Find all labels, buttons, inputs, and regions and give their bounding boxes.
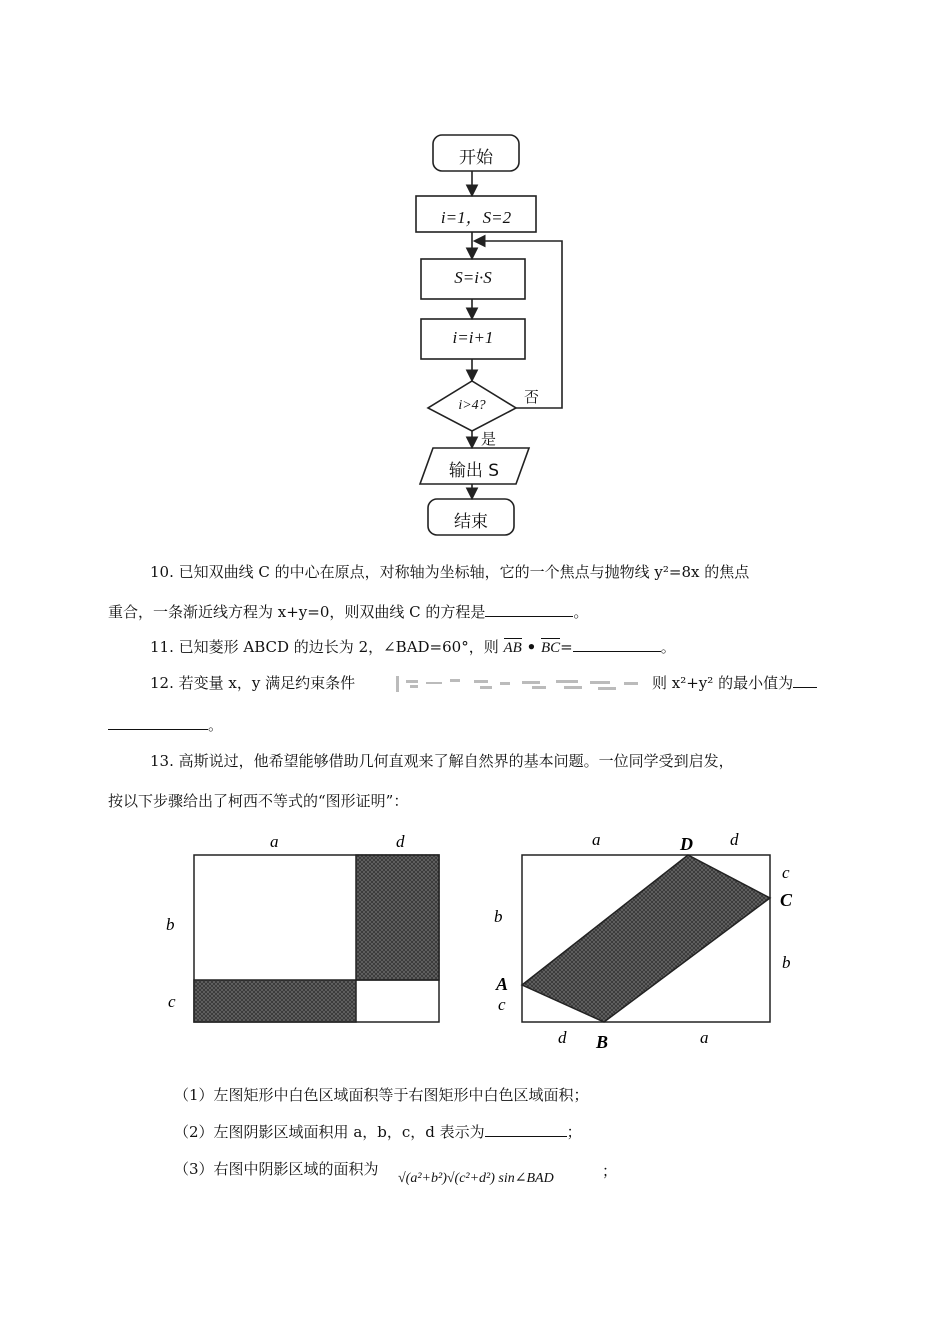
loop-back-line xyxy=(476,241,562,408)
right-label-c-right: c xyxy=(782,863,790,882)
flow-condition-label: i>4? xyxy=(458,398,486,413)
q12-line2 xyxy=(108,714,223,736)
right-point-a: A xyxy=(496,974,509,994)
q11-vector-bc: BC xyxy=(540,640,561,656)
q11-line xyxy=(150,636,676,659)
q13-item-3-formula: √(a²+b²)√(c²+d²) sin∠BAD xyxy=(398,1171,554,1186)
flow-increment-label: i=i+1 xyxy=(452,328,494,347)
q12-answer-blank-part1[interactable] xyxy=(793,673,817,688)
flow-no-label: 否 xyxy=(524,388,540,406)
q13-line1: 13. 高斯说过，他希望能够借助几何直观来了解自然界的基本问题。一位同学受到启发， xyxy=(150,752,734,770)
left-label-a: a xyxy=(270,832,279,851)
left-label-b: b xyxy=(166,915,175,934)
q13-item-2-text: （2）左图阴影区域面积用 a，b，c，d 表示为 xyxy=(174,1123,485,1141)
right-point-c: C xyxy=(780,890,793,910)
q12-text: 12. 若变量 x，y 满足约束条件 xyxy=(150,674,356,692)
q11-end: 。 xyxy=(660,638,676,656)
q11-text: 11. 已知菱形 ABCD 的边长为 2，∠BAD=60°，则 xyxy=(150,638,499,656)
q13-item-2 xyxy=(174,1121,582,1143)
flow-output-label: 输出 S xyxy=(448,461,500,481)
right-label-a-bottom: a xyxy=(700,1028,709,1047)
right-label-d-bottom: d xyxy=(558,1028,567,1047)
left-label-c: c xyxy=(168,992,176,1011)
q11-dot: • xyxy=(526,638,537,656)
q12-line1 xyxy=(150,672,355,694)
right-label-d-top: d xyxy=(730,830,739,849)
right-label-b-left: b xyxy=(494,907,503,926)
q10-line2-text: 重合，一条渐近线方程为 x+y=0，则双曲线 C 的方程是 xyxy=(108,603,486,621)
right-point-b: B xyxy=(596,1032,609,1052)
q13-answer-blank[interactable] xyxy=(485,1122,567,1137)
q13-item-3-end: ； xyxy=(602,1162,618,1180)
flow-yes-label: 是 xyxy=(481,430,497,448)
q12-answer-blank-part2[interactable] xyxy=(108,715,208,730)
q11-vector-ab: AB xyxy=(503,640,522,656)
q10-line1: 10. 已知双曲线 C 的中心在原点，对称轴为坐标轴，它的一个焦点与抛物线 y²=8x 的焦点 xyxy=(150,563,750,581)
q13-item-2-end: ； xyxy=(566,1123,582,1141)
flow-start-label: 开始 xyxy=(459,148,493,168)
left-label-d: d xyxy=(396,832,405,851)
q12-suffix-text: 则 x²+y² 的最小值为 xyxy=(652,674,794,692)
q12-end: 。 xyxy=(208,716,224,734)
q12-line1-suffix xyxy=(652,672,817,694)
q10-line2-end: 。 xyxy=(573,603,589,621)
q11-answer-blank[interactable] xyxy=(573,637,661,652)
q13-item-3-text: （3）右图中阴影区域的面积为 xyxy=(174,1160,379,1178)
q13-line2: 按以下步骤给出了柯西不等式的“图形证明”： xyxy=(108,792,409,810)
flow-init-label: i=1，S=2 xyxy=(440,208,512,227)
q10-line2 xyxy=(108,601,588,623)
q10-answer-blank[interactable] xyxy=(485,602,573,617)
flow-end-label: 结束 xyxy=(454,512,488,532)
right-label-a-top: a xyxy=(592,830,601,849)
left-shaded-a-by-c xyxy=(194,980,356,1022)
left-shaded-d-by-b xyxy=(356,855,439,980)
right-figure xyxy=(488,825,800,1055)
right-label-c-left: c xyxy=(498,995,506,1014)
q11-equals: = xyxy=(560,638,573,656)
right-label-b-right: b xyxy=(782,953,791,972)
q12-constraint-image xyxy=(396,674,646,694)
right-point-d: D xyxy=(680,834,693,854)
left-figure xyxy=(160,825,460,1050)
q13-item-3 xyxy=(174,1158,379,1180)
q13-item-1: （1）左图矩形中白色区域面积等于右图矩形中白色区域面积； xyxy=(174,1086,589,1104)
flow-assign-label: S=i·S xyxy=(454,268,492,287)
